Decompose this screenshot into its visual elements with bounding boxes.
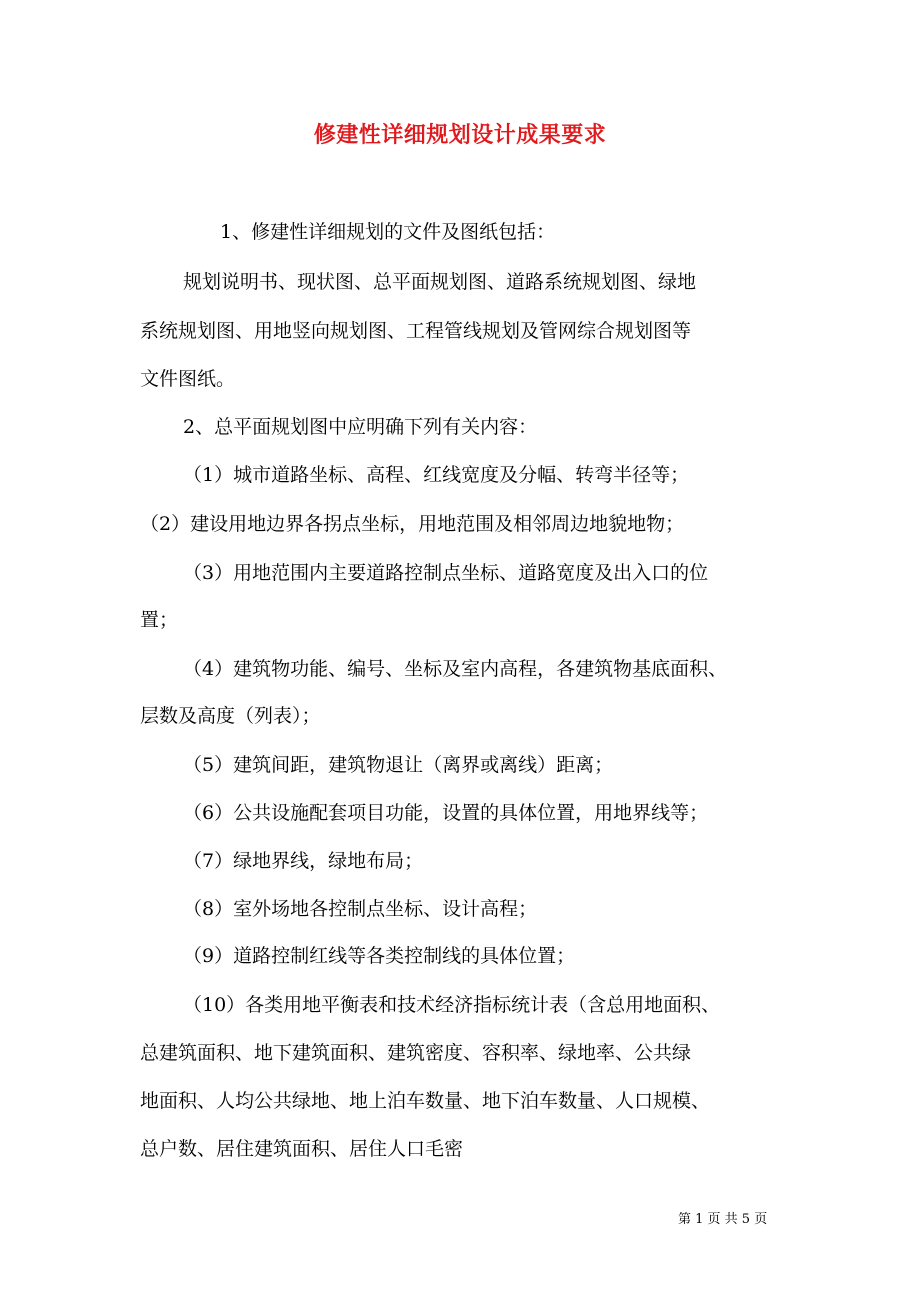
paragraph-line: 总户数、居住建筑面积、居住人口毛密	[140, 1138, 464, 1160]
paragraph-line: 1、修建性详细规划的文件及图纸包括：	[220, 221, 556, 243]
paragraph-line: 层数及高度（列表）；	[140, 705, 321, 727]
paragraph-line: （7）绿地界线，绿地布局；	[183, 850, 424, 872]
paragraph-line: （4）建筑物功能、编号、坐标及室内高程，各建筑物基底面积、	[183, 658, 728, 680]
paragraph-line: 置；	[140, 609, 179, 631]
paragraph-line: （2）建设用地边界各拐点坐标，用地范围及相邻周边地貌地物；	[140, 513, 685, 535]
paragraph-line: （10）各类用地平衡表和技术经济指标统计表（含总用地面积、	[183, 994, 721, 1016]
paragraph-line: 系统规划图、用地竖向规划图、工程管线规划及管网综合规划图等	[140, 320, 692, 342]
paragraph-line: （8）室外场地各控制点坐标、设计高程；	[183, 898, 538, 920]
paragraph-line: 文件图纸。	[140, 368, 236, 390]
paragraph-line: 规划说明书、现状图、总平面规划图、道路系统规划图、绿地	[183, 271, 697, 293]
paragraph-line: （6）公共设施配套项目功能，设置的具体位置，用地界线等；	[183, 802, 709, 824]
paragraph-line: 2、总平面规划图中应明确下列有关内容：	[183, 416, 538, 438]
paragraph-line: （1）城市道路坐标、高程、红线宽度及分幅、转弯半径等；	[183, 464, 690, 486]
paragraph-line: 总建筑面积、地下建筑面积、建筑密度、容积率、绿地率、公共绿	[140, 1042, 692, 1064]
paragraph-line: 地面积、人均公共绿地、地上泊车数量、地下泊车数量、人口规模、	[140, 1090, 711, 1112]
paragraph-line: （5）建筑间距，建筑物退让（离界或离线）距离；	[183, 754, 614, 776]
paragraph-line: （9）道路控制红线等各类控制线的具体位置；	[183, 945, 576, 967]
paragraph-line: （3）用地范围内主要道路控制点坐标、道路宽度及出入口的位	[183, 562, 709, 584]
page-number: 第 1 页 共 5 页	[678, 1212, 768, 1227]
document-title: 修建性详细规划设计成果要求	[313, 122, 607, 148]
